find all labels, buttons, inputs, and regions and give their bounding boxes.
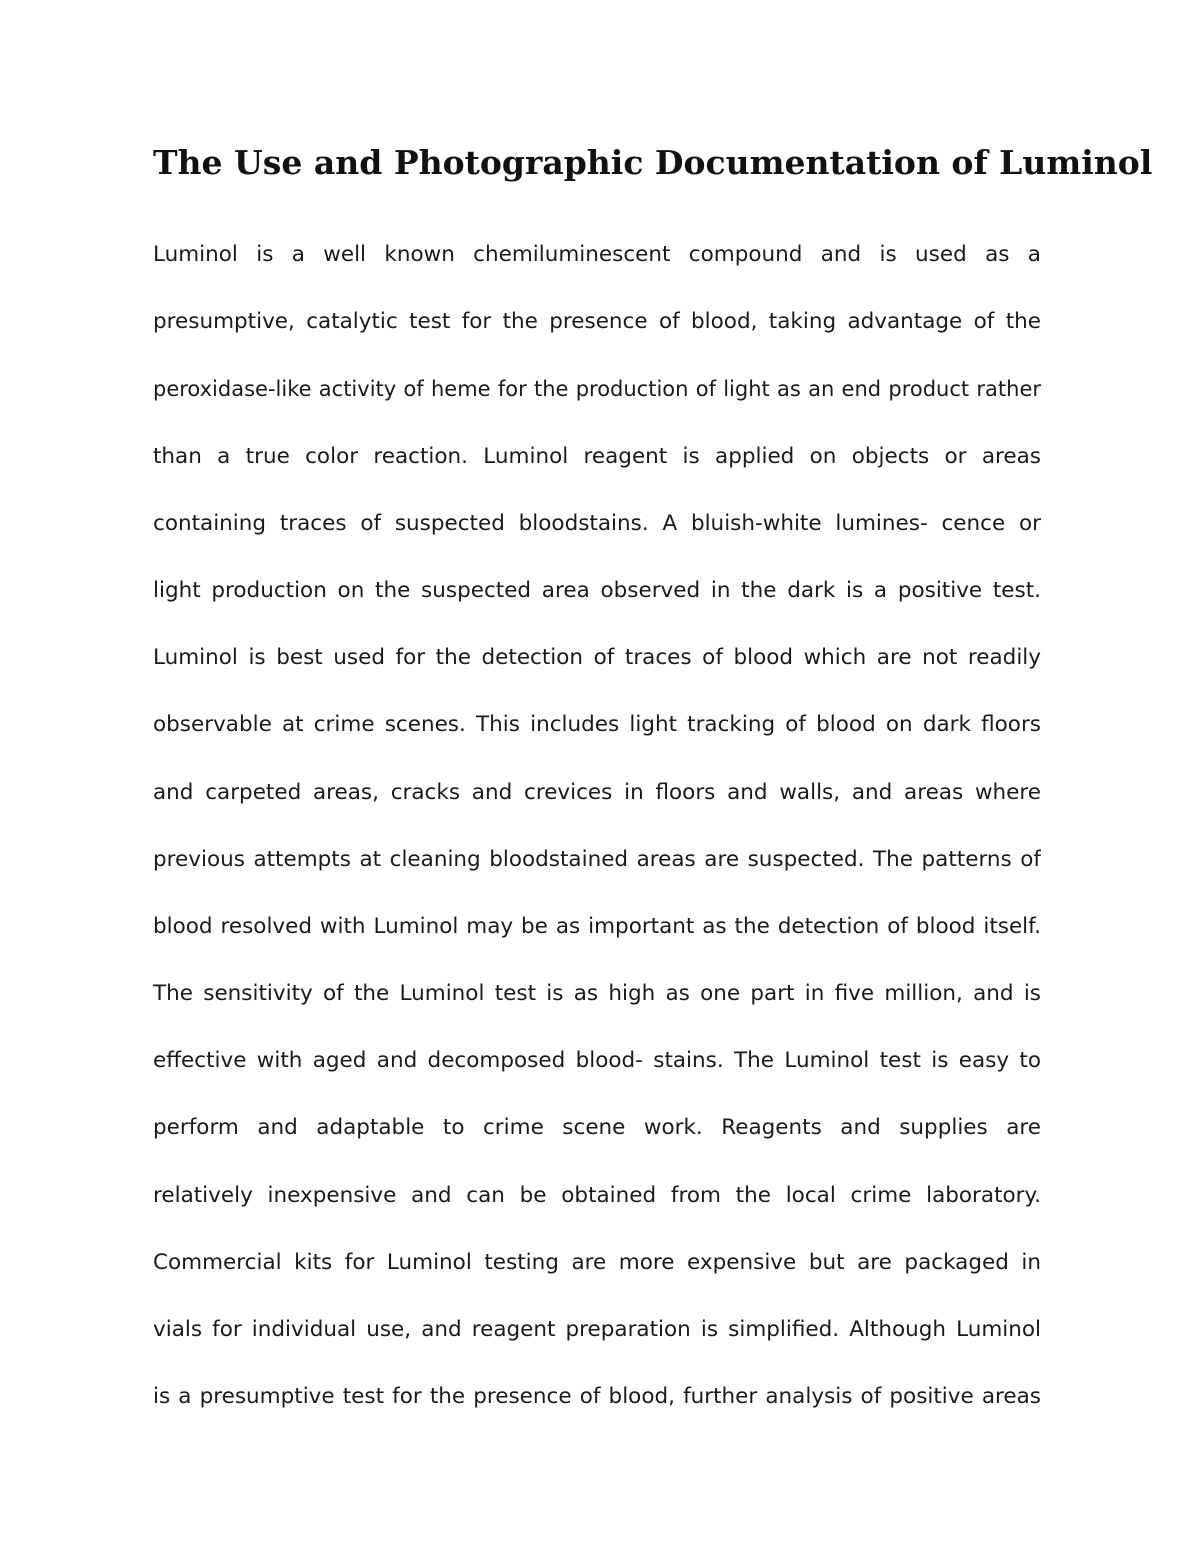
body-line-11: blood resolved with Luminol may be as important as the detection of blood itself. — [153, 913, 1041, 939]
document-title: The Use and Photographic Documentation of Luminol — [153, 143, 1153, 182]
body-line-6: light production on the suspected area observed in the dark is a positive test. — [153, 577, 1041, 603]
body-line-7: Luminol is best used for the detection of traces of blood which are not readily — [153, 645, 1041, 671]
body-line-13: effective with aged and decomposed blood- stains. The Luminol test is easy to — [153, 1048, 1041, 1074]
body-line-4: than a true color reaction. Luminol reagent is applied on objects or areas — [153, 443, 1041, 469]
body-line-8: observable at crime scenes. This includes light tracking of blood on dark floors — [153, 712, 1041, 738]
body-line-14: perform and adaptable to crime scene work. Reagents and supplies are — [153, 1115, 1041, 1141]
body-line-5: containing traces of suspected bloodstains. A bluish-white lumines- cence or — [153, 510, 1041, 536]
body-line-15: relatively inexpensive and can be obtained from the local crime laboratory. — [153, 1182, 1041, 1208]
document-body — [153, 230, 1041, 1439]
body-line-1: Luminol is a well known chemiluminescent compound and is used as a — [153, 242, 1041, 267]
body-line-18: is a presumptive test for the presence of blood, further analysis of positive areas — [153, 1384, 1041, 1410]
body-line-16: Commercial kits for Luminol testing are more expensive but are packaged in — [153, 1249, 1041, 1275]
body-line-17: vials for individual use, and reagent preparation is simplified. Although Luminol — [153, 1317, 1041, 1342]
body-line-2: presumptive, catalytic test for the presence of blood, taking advantage of the — [153, 309, 1041, 335]
body-line-3: peroxidase-like activity of heme for the production of light as an end product rather — [153, 377, 1041, 402]
body-line-9: and carpeted areas, cracks and crevices in floors and walls, and areas where — [153, 779, 1041, 805]
body-line-12: The sensitivity of the Luminol test is as high as one part in five million, and is — [153, 981, 1041, 1007]
body-line-10: previous attempts at cleaning bloodstained areas are suspected. The patterns of — [153, 846, 1041, 872]
